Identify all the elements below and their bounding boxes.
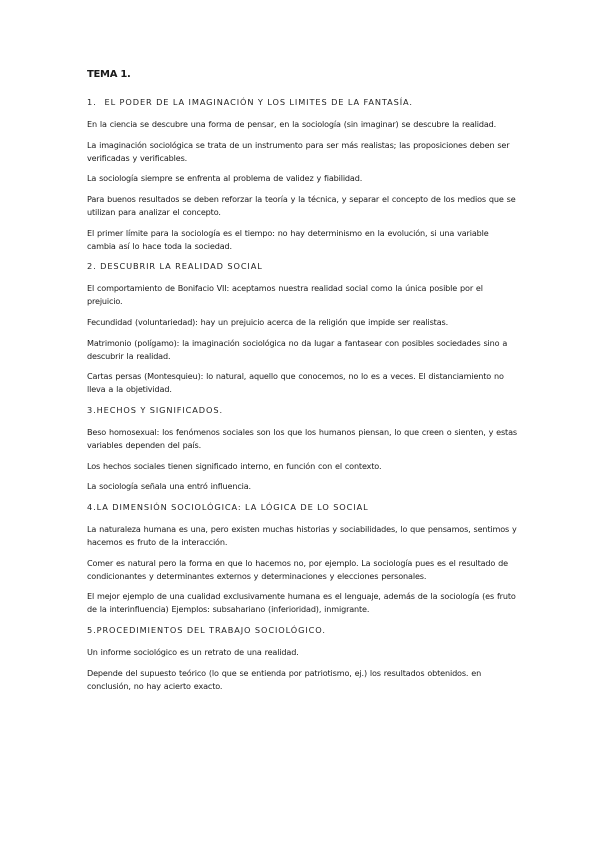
- section-heading-5: 5.PROCEDIMIENTOS DEL TRABAJO SOCIOLÓGICO.: [87, 624, 326, 635]
- paragraph: La sociología siempre se enfrenta al problema de validez y fiabilidad.: [87, 173, 363, 184]
- paragraph: El comportamiento de Bonifacio VII: aceptamos nuestra realidad social como la única posible por el prejuicio.: [87, 283, 483, 307]
- section-heading-4: 4.LA DIMENSIÓN SOCIOLÓGICA: LA LÓGICA DE LO SOCIAL: [87, 502, 369, 513]
- paragraph: Cartas persas (Montesquieu): lo natural, aquello que conocemos, no lo es a veces. El distanciamiento no lleva a la objetividad.: [87, 371, 504, 395]
- section-heading-text-1: EL PODER DE LA IMAGINACIÓN Y LOS LIMITES DE LA FANTASÍA.: [104, 97, 413, 107]
- paragraph: Fecundidad (voluntariedad): hay un prejuicio acerca de la religión que impide ser realistas.: [87, 316, 448, 327]
- paragraph: Para buenos resultados se deben reforzar la teoría y la técnica, y separar el concepto de los medios que se utilizan para analizar el concepto.: [87, 194, 516, 217]
- document-body: [87, 68, 519, 700]
- paragraph: El primer límite para la sociología es el tiempo: no hay determinismo en la evolución, si una variable cambia así lo hace toda la sociedad.: [87, 227, 489, 251]
- paragraph: Matrimonio (polígamo): la imaginación sociológica no da lugar a fantasear con posibles sociedades sino a descubrir la realidad.: [87, 337, 508, 361]
- paragraph: La naturaleza humana es una, pero existen muchas historias y sociabilidades, lo que pensamos, sentimos y hacemos es fruto de la interacción.: [87, 524, 517, 547]
- paragraph: La imaginación sociológica se trata de un instrumento para ser más realistas; las proposiciones deben ser verificadas y verificables.: [87, 139, 510, 163]
- section-heading-2: 2. DESCUBRIR LA REALIDAD SOCIAL: [87, 261, 263, 272]
- paragraph: Beso homosexual: los fenómenos sociales son los que los humanos piensan, lo que creen o sienten, y estas variables dependen del país.: [87, 426, 517, 450]
- paragraph: Depende del supuesto teórico (lo que se entienda por patriotismo, ej.) los resultados obtenidos. en conclusión, no hay acierto exacto.: [87, 667, 482, 691]
- section-heading-3: 3.HECHOS Y SIGNIFICADOS.: [87, 404, 223, 415]
- document-title: TEMA 1.: [87, 69, 131, 80]
- paragraph: En la ciencia se descubre una forma de pensar, en la sociología (sin imaginar) se descubre la realidad.: [87, 119, 497, 129]
- paragraph: Un informe sociológico es un retrato de una realidad.: [87, 646, 299, 657]
- paragraph: La sociología señala una entró influencia.: [87, 481, 251, 492]
- section-number-1: 1.: [87, 97, 97, 107]
- paragraph: El mejor ejemplo de una cualidad exclusivamente humana es el lenguaje, además de la sociología (es fruto de la interinfluencia) Ejemplos: subsahariano (inferioridad), inmigrante.: [87, 591, 516, 615]
- section-heading-1: [87, 96, 519, 108]
- paragraph: Los hechos sociales tienen significado interno, en función con el contexto.: [87, 460, 382, 471]
- paragraph: Comer es natural pero la forma en que lo hacemos no, por ejemplo. La sociología pues es el resultado de condicionantes y determinantes externos y determinaciones y elecciones personales.: [87, 557, 508, 581]
